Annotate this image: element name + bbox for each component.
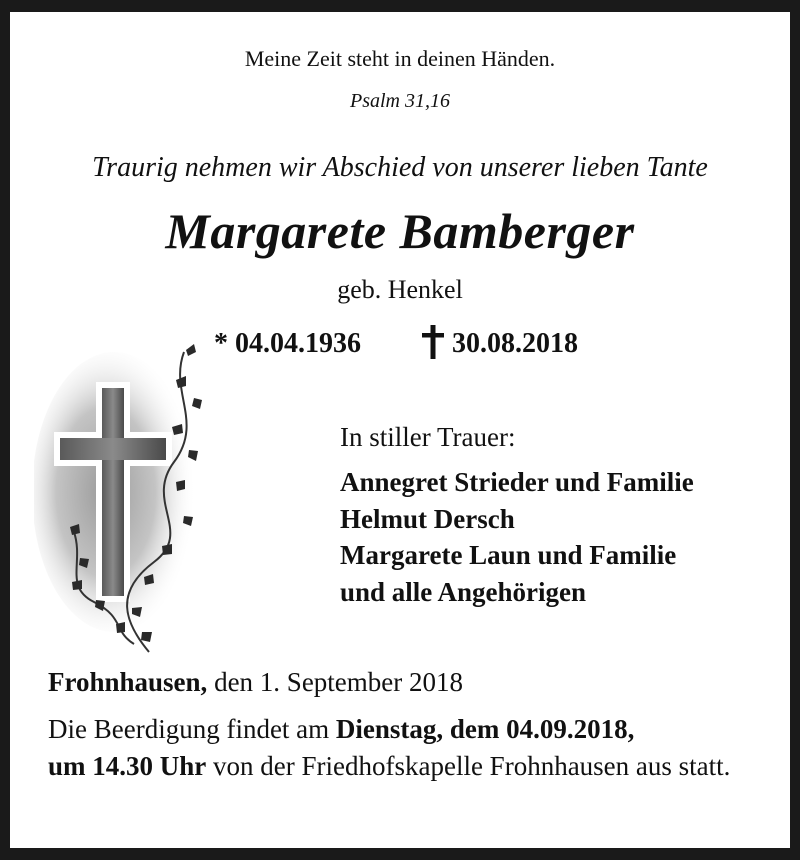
latin-cross-icon: [422, 325, 444, 359]
mourner-line: Helmut Dersch: [340, 503, 515, 534]
death-date: 30.08.2018: [452, 328, 578, 359]
intro-line: Traurig nehmen wir Abschied von unserer lieben Tante: [92, 152, 708, 183]
deceased-name: Margarete Bamberger: [165, 203, 635, 259]
place-and-date: [48, 667, 463, 698]
funeral-text-1: Die Beerdigung findet am: [48, 714, 336, 744]
mourner-line: Margarete Laun und Familie: [340, 540, 677, 570]
mourner-line: und alle Angehörigen: [340, 576, 587, 607]
maiden-name: geb. Henkel: [337, 275, 463, 304]
funeral-time: um 14.30 Uhr: [48, 750, 207, 781]
cross-with-ivy-icon: [34, 332, 224, 662]
funeral-info: [48, 711, 748, 784]
place: Frohnhausen,: [48, 667, 208, 697]
motto: Meine Zeit steht in deinen Händen.: [244, 46, 556, 71]
mourners-list: [340, 464, 694, 610]
birth-date: * 04.04.1936: [214, 328, 361, 359]
funeral-text-2: von der Friedhofskapelle Frohnhausen aus statt.: [206, 750, 731, 781]
date: den 1. September 2018: [207, 667, 464, 697]
mourner-line: Annegret Strieder und Familie: [340, 467, 694, 497]
mourning-label: In stiller Trauer:: [340, 422, 516, 452]
obituary-notice: [10, 12, 790, 848]
funeral-day: Dienstag, dem 04.09.2018,: [335, 714, 635, 744]
psalm-reference: Psalm 31,16: [350, 90, 450, 112]
death-date-group: [422, 328, 578, 360]
